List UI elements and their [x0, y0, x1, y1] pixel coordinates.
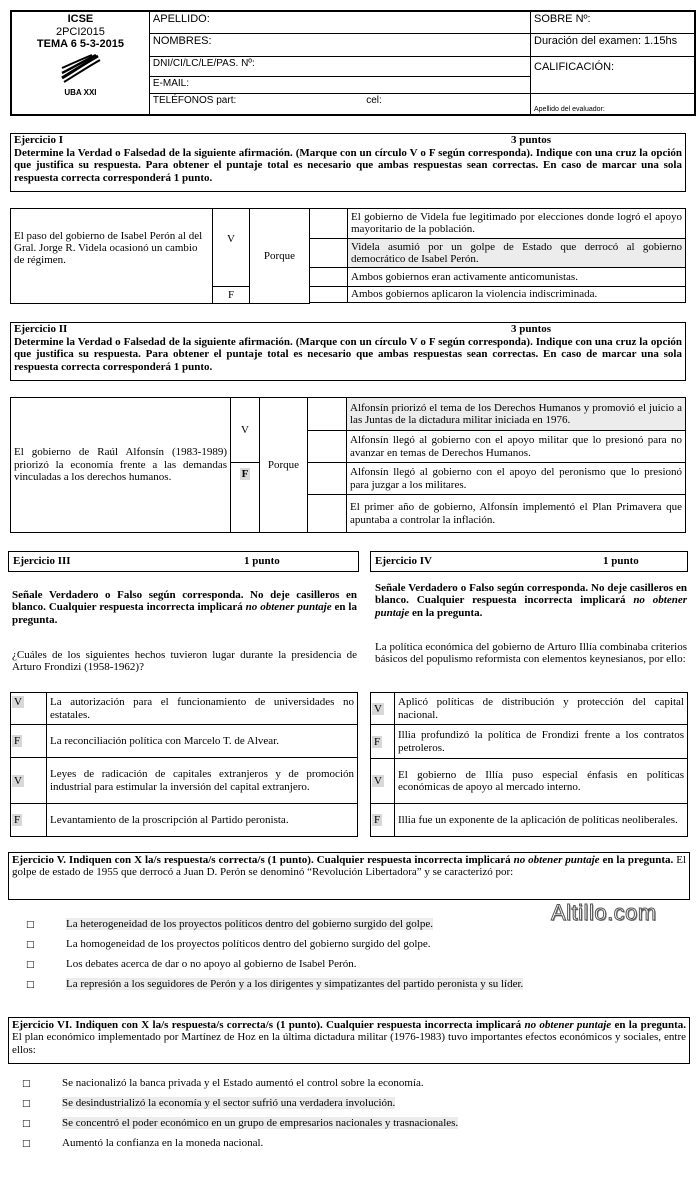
ej4-mark-cell[interactable] — [371, 759, 395, 804]
ej1-table — [10, 208, 686, 304]
ej3-mark: V — [14, 696, 22, 708]
ej2-v-option[interactable]: V — [231, 398, 260, 463]
ej4-mark: V — [374, 775, 382, 787]
ej6-em: no obtener puntaje — [524, 1019, 612, 1031]
uba-logo-text: UBA XXI — [64, 87, 97, 97]
exam-code: 2PCI2015 — [55, 25, 105, 38]
checkbox-icon[interactable]: □ — [22, 1079, 31, 1089]
ej5-option[interactable] — [26, 936, 646, 956]
ej5-instructions-box — [8, 852, 690, 900]
ej4-title-box — [370, 551, 688, 572]
ej6-option-label: Aumentó la confianza en la moneda nacional. — [62, 1137, 264, 1149]
ej1-title: Ejercicio I — [14, 134, 63, 146]
ej6-lead: Ejercicio VI. Indiquen con X la/s respuesta/s correcta/s (1 punto). Cualquier respuesta incorrecta implicará — [12, 1019, 525, 1031]
calificacion-field[interactable]: CALIFICACIÓN: — [531, 57, 696, 94]
ej2-checkbox[interactable] — [308, 398, 347, 431]
ej6-instructions-box — [8, 1017, 690, 1064]
ej6-option-label: Se desindustrializó la economía y el sector sufrió una verdadera involución. — [62, 1097, 396, 1109]
ej4-mark: F — [374, 814, 381, 826]
ej4-instructions — [375, 582, 687, 619]
ej3-mark-cell[interactable] — [11, 725, 47, 758]
ej5-lead: Ejercicio V. Indiquen con X la/s respuesta/s correcta/s (1 punto). Cualquier respuesta incorrecta implicará — [12, 854, 514, 866]
ej4-mark: F — [374, 735, 381, 748]
ej2-points: 3 puntos — [511, 323, 552, 335]
ej4-statement: Illia fue un exponente de la aplicación de políticas neoliberales. — [395, 804, 688, 837]
ej1-v-option[interactable]: V — [213, 209, 250, 287]
ej2-checkbox[interactable] — [308, 495, 347, 533]
ej1-checkbox[interactable] — [310, 238, 348, 268]
ej6-options — [22, 1075, 642, 1155]
checkbox-icon[interactable]: □ — [22, 1119, 31, 1129]
ej1-instructions-box — [10, 133, 686, 192]
ej2-title: Ejercicio II — [14, 323, 68, 335]
ej2-option: Alfonsín llegó al gobierno con el apoyo militar que lo presionó para no avanzar en temas de Derechos Humanos. — [347, 431, 686, 463]
ej6-lead-b: en la pregunta. — [611, 1019, 687, 1031]
nombres-field[interactable]: NOMBRES: — [149, 34, 530, 57]
ej6-option[interactable] — [22, 1135, 642, 1155]
tema-label: TEMA 6 5-3-2015 — [36, 38, 124, 51]
ej3-mark-cell[interactable] — [11, 758, 47, 804]
ej5-option-label: Los debates acerca de dar o no apoyo al gobierno de Isabel Perón. — [66, 958, 357, 970]
ej3-points: 1 punto — [244, 555, 280, 567]
ej4-mark-cell[interactable] — [371, 725, 395, 759]
ej5-options — [26, 916, 646, 996]
ej3-title-box — [8, 551, 359, 572]
ej4-question: La política económica del gobierno de Arturo Illía combinaba criterios básicos del populismo reformista con elementos keynesianos, por ello: — [375, 641, 687, 666]
ej4-points: 1 punto — [603, 555, 639, 567]
ej3-statement: Levantamiento de la proscripción al Partido peronista. — [47, 804, 358, 837]
ej2-option: Alfonsín llegó al gobierno con el apoyo del peronismo que lo presionó para juzgar a los militares. — [347, 463, 686, 495]
ej4-statement: Aplicó políticas de distribución y protección del capital nacional. — [395, 693, 688, 725]
ej5-option[interactable] — [26, 976, 646, 996]
ej6-question: El plan económico implementado por Martínez de Hoz en la última dictadura militar (1976-1983) tuvo importantes efectos económicos y sociales, entre ellos: — [12, 1031, 686, 1056]
course-code: ICSE — [67, 13, 94, 25]
ej2-option: El primer año de gobierno, Alfonsín implementó el Plan Primavera que apuntaba a controlar la inflación. — [347, 495, 686, 533]
ej2-option: Alfonsín priorizó el tema de los Derechos Humanos y promovió el juicio a las Juntas de la dictadura militar iniciada en 1976. — [347, 398, 686, 431]
ej2-instructions: Determine la Verdad o Falsedad de la siguiente afirmación. (Marque con un círculo V o F según corresponda). Indique con una cruz la opción que justifica su respuesta. Para obtener el puntaje total es necesario que ambas respuestas sean correctas. En caso de marcar una sola respuesta correcta corresponderá 1 punto. — [14, 336, 682, 373]
ej4-mark-cell[interactable] — [371, 804, 395, 837]
ej5-option-label: La homogeneidad de los proyectos políticos dentro del gobierno surgido del golpe. — [66, 938, 431, 950]
checkbox-icon[interactable]: □ — [22, 1099, 31, 1109]
checkbox-icon[interactable]: □ — [26, 920, 35, 930]
ej4-instr-em: no obtener puntaje — [375, 594, 687, 619]
ej3-mark-cell[interactable] — [11, 804, 47, 837]
ej4-mark-cell[interactable] — [371, 693, 395, 725]
ej3-instr-em: no obtener puntaje — [245, 601, 332, 614]
ej1-option: El gobierno de Videla fue legitimado por elecciones donde logró el apoyo mayoritario de la población. — [348, 209, 686, 239]
ej5-em: no obtener puntaje — [513, 854, 600, 866]
ej4-statement: Illia profundizó la política de Frondizi frente a los contratos petroleros. — [395, 725, 688, 759]
ej1-option: Videla asumió por un golpe de Estado que derrocó al gobierno democrático de Isabel Perón. — [348, 238, 686, 268]
telefonos-field[interactable] — [149, 93, 530, 115]
ej3-mark: V — [14, 774, 22, 787]
ej2-table — [10, 397, 686, 533]
ej2-checkbox[interactable] — [308, 431, 347, 463]
ej5-question: El golpe de estado de 1955 que derrocó a Juan D. Perón se denominó “Revolución Libertadora” y se caracterizó por: — [12, 854, 687, 879]
ej2-porque-label: Porque — [260, 398, 308, 533]
checkbox-icon[interactable]: □ — [26, 980, 35, 990]
ej3-mark: F — [14, 814, 21, 826]
watermark: Altillo.com — [551, 900, 657, 925]
ej6-option-label: Se nacionalizó la banca privada y el Estado aumentó el control sobre la economía. — [62, 1077, 424, 1089]
ej4-title: Ejercicio IV — [375, 555, 432, 567]
ej5-option[interactable] — [26, 916, 646, 936]
ej1-option: Ambos gobiernos aplicaron la violencia indiscriminada. — [348, 286, 686, 302]
ej3-instr-b: en la pregunta. — [12, 601, 357, 626]
ej3-table — [10, 692, 358, 837]
checkbox-icon[interactable]: □ — [26, 940, 35, 950]
ej4-table — [370, 692, 688, 837]
ej5-lead-b: en la pregunta. — [599, 854, 674, 866]
evaluador-field[interactable]: Apellido del evaluador: — [531, 93, 696, 115]
ej5-option[interactable] — [26, 956, 646, 976]
ej2-title-row — [14, 323, 682, 336]
checkbox-icon[interactable]: □ — [26, 960, 35, 970]
ej2-checkbox[interactable] — [308, 463, 347, 495]
ej1-checkbox[interactable] — [310, 209, 348, 239]
ej1-option: Ambos gobiernos eran activamente anticomunistas. — [348, 268, 686, 286]
apellido-field[interactable]: APELLIDO: — [149, 11, 530, 34]
ej3-statement: La autorización para el funcionamiento de universidades no estatales. — [47, 693, 358, 725]
ej6-option[interactable] — [22, 1115, 642, 1135]
telefonos-label: TELÉFONOS part: — [152, 94, 237, 106]
exam-header — [10, 10, 696, 116]
ej1-checkbox[interactable] — [310, 268, 348, 286]
ej2-f-label: F — [241, 468, 249, 480]
ej4-instr-a: Señale Verdadero o Falso según corresponda. No deje casilleros en blanco. Cualquier respuesta incorrecta implicará — [375, 582, 687, 607]
ej3-instructions — [12, 589, 357, 626]
ej6-option-label: Se concentró el poder económico en un grupo de empresarios nacionales y trasnacionales. — [62, 1117, 459, 1129]
ej2-instructions-box — [10, 322, 686, 381]
ej1-statement: El paso del gobierno de Isabel Perón al del Gral. Jorge R. Videla ocasionó un cambio de régimen. — [11, 209, 213, 287]
ej1-checkbox[interactable] — [310, 286, 348, 302]
email-field[interactable]: E-MAIL: — [149, 76, 530, 93]
ej3-statement: La reconciliación política con Marcelo T. de Alvear. — [47, 725, 358, 758]
ej3-statement: Leyes de radicación de capitales extranjeros y de promoción industrial para estimular la inversión del capital extranjero. — [47, 758, 358, 804]
ej1-title-row — [14, 134, 682, 147]
ej4-instr-b: en la pregunta. — [409, 606, 483, 619]
checkbox-icon[interactable]: □ — [22, 1139, 31, 1149]
ej5-option-label: La heterogeneidad de los proyectos políticos dentro del gobierno surgido del golpe. — [66, 918, 433, 930]
ej1-statement-spacer — [11, 286, 213, 303]
dni-field[interactable]: DNI/CI/LC/LE/PAS. Nº: — [149, 57, 530, 77]
ej1-porque-label: Porque — [250, 209, 310, 304]
ej1-instructions: Determine la Verdad o Falsedad de la siguiente afirmación. (Marque con un círculo V o F según corresponda). Indique con una cruz la opción que justifica su respuesta. Para obtener el puntaje total es necesario que ambas respuestas sean correctas. En caso de marcar una sola respuesta correcta corresponderá 1 punto. — [14, 147, 682, 184]
ej3-title: Ejercicio III — [13, 555, 71, 567]
header-course-block — [11, 11, 149, 115]
ej3-question: ¿Cuáles de los siguientes hechos tuvieron lugar durante la presidencia de Arturo Frondizi (1958-1962)? — [12, 649, 357, 674]
ej6-option[interactable] — [22, 1095, 642, 1115]
ej5-option-label: La represión a los seguidores de Perón y a los dirigentes y simpatizantes del partido peronista y su líder. — [66, 978, 524, 990]
ej4-statement: El gobierno de Illía puso especial énfasis en políticas económicas de apoyo al mercado interno. — [395, 759, 688, 804]
ej6-option[interactable] — [22, 1075, 642, 1095]
duracion-label: Duración del examen: 1.15hs — [531, 34, 696, 57]
ej3-instr-a: Señale Verdadero o Falso según corresponda. No deje casilleros en blanco. Cualquier respuesta incorrecta implicará — [12, 589, 357, 614]
ej3-mark-cell[interactable] — [11, 693, 47, 725]
ej2-f-option[interactable] — [231, 463, 260, 533]
cel-label: cel: — [366, 94, 382, 106]
ej4-mark: V — [374, 702, 382, 715]
ej1-points: 3 puntos — [511, 134, 552, 146]
ej1-f-option[interactable]: F — [213, 286, 250, 303]
ej2-statement: El gobierno de Raúl Alfonsín (1983-1989) priorizó la economía frente a las demandas vinculadas a los derechos humanos. — [11, 398, 231, 533]
sobre-field[interactable]: SOBRE Nº: — [531, 11, 696, 34]
uba-logo-icon — [58, 54, 102, 84]
ej3-mark: F — [14, 735, 21, 747]
